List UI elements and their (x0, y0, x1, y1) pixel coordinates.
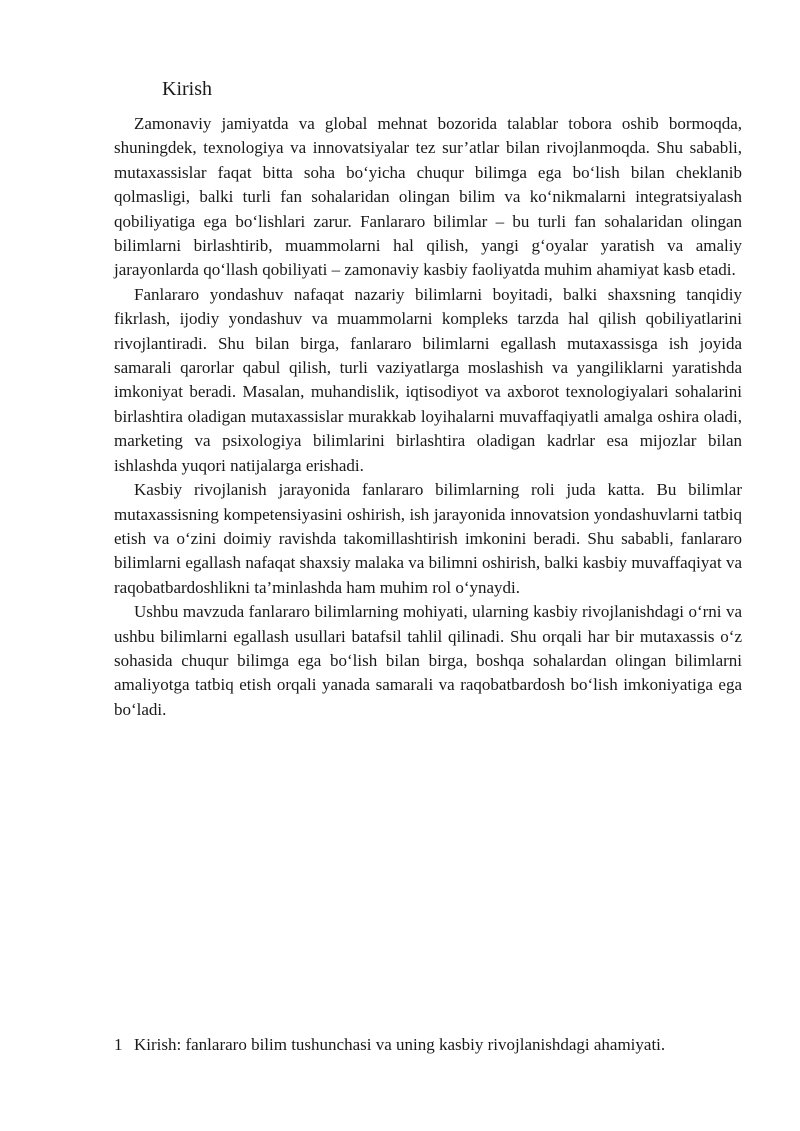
paragraph-4: Ushbu mavzuda fanlararo bilimlarning mohiyati, ularning kasbiy rivojlanishdagi o‘rni va ushbu bilimlarni egallash usullari batafsil tahlil qilinadi. Shu orqali har bir mutaxassis o‘z sohasida chuqur bilimga ega bo‘lish bilan birga, boshqa sohalardan olingan bilimlarni amaliyotga tatbiq etish orqali yanada samarali va raqobatbardosh bo‘lish imkoniyatiga ega bo‘ladi. (114, 602, 742, 719)
paragraph-2: Fanlararo yondashuv nafaqat nazariy bilimlarni boyitadi, balki shaxsning tanqidiy fikrlash, ijodiy yondashuv va muammolarni kompleks tarzda hal qilish qobiliyatlarini rivojlantiradi. Shu bilan birga, fanlararo bilimlarni egallash mutaxassisga ish joyida samarali qarorlar qabul qilish, turli vaziyatlarga moslashish va yangiliklarni yaratishda imkoniyat beradi. Masalan, muhandislik, iqtisodiyot va axborot texnologiyalari sohalarini birlashtira oladigan mutaxassislar murakkab loyihalarni muvaffaqiyatli amalga oshira oladi, marketing va psixologiya bilimlarini birlashtira oladigan kadrlar esa mijozlar bilan ishlashda yuqori natijalarga erishadi. (114, 284, 742, 475)
paragraph-3: Kasbiy rivojlanish jarayonida fanlararo bilimlarning roli juda katta. Bu bilimlar mutaxassisning kompetensiyasini oshirish, ish jarayonida innovatsion yondashuvlarni tatbiq etish va o‘zini doimiy ravishda takomillashtirish imkonini beradi. Shu sababli, fanlararo bilimlarni egallash nafaqat shaxsiy malaka va bilimni oshirish, balki kasbiy muvaffaqiyat va raqobatbardoshlikni ta’minlashda ham muhim rol o‘ynaydi. (114, 480, 742, 597)
footnote-number: 1 (114, 1035, 123, 1054)
body-text (114, 112, 742, 722)
paragraph-1: Zamonaviy jamiyatda va global mehnat bozorida talablar tobora oshib bormoqda, shuningdek, texnologiya va innovatsiyalar tez sur’atlar bilan rivojlanmoqda. Shu sababli, mutaxassislar faqat bitta soha bo‘yicha chuqur bilimga ega bo‘lish bilan cheklanib qolmasligi, balki turli fan sohalaridan olingan bilim va ko‘nikmalarni integratsiyalash qobiliyatiga ega bo‘lishlari zarur. Fanlararo bilimlar – bu turli fan sohalaridan olingan bilimlarni birlashtirib, muammolarni hal qilish, yangi g‘oyalar yaratish va amaliy jarayonlarda qo‘llash qobiliyati – zamonaviy kasbiy faoliyatda muhim ahamiyat kasb etadi. (114, 114, 742, 280)
footnote (114, 1033, 754, 1057)
footnote-text: Kirish: fanlararo bilim tushunchasi va uning kasbiy rivojlanishdagi ahamiyati. (134, 1035, 666, 1054)
section-heading: Kirish (162, 78, 212, 100)
